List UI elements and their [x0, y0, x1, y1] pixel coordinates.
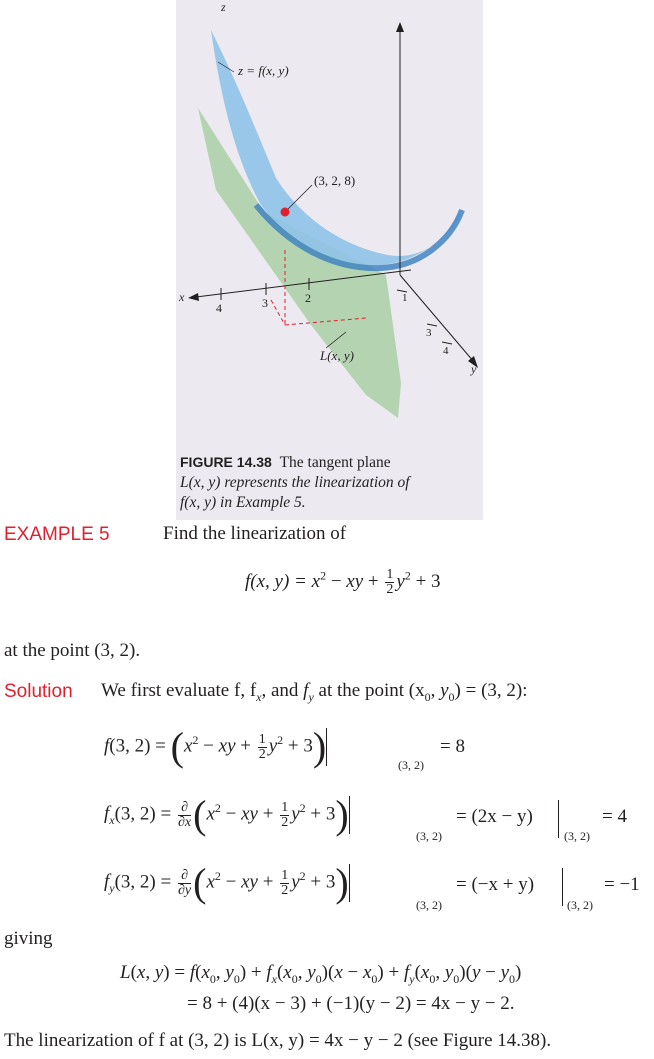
example-prompt: Find the linearization of — [163, 523, 347, 544]
eq-fx-eval: (3, 2) — [416, 829, 442, 843]
eq-fx-bar — [558, 800, 559, 838]
figure-graphic — [176, 0, 483, 520]
eq-fx-eval2: (3, 2) — [564, 829, 590, 843]
giving-text: giving — [4, 928, 53, 949]
figure-caption: FIGURE 14.38 The tangent plane L(x, y) represents the linearization of f(x, y) in Example 5. — [180, 454, 410, 511]
eq-f-eval: (3, 2) — [398, 758, 424, 772]
y-tick-label-4: 4 — [443, 345, 449, 357]
y-tick-label-1: 1 — [402, 292, 408, 304]
function-equation: f(x, $y) = x^2$ − xy + $\frac{1}{2}$ $y^2 + 3$ — [245, 567, 441, 597]
eq-fy-mid: = (−x + y) — [456, 874, 535, 895]
dashed-base-x — [271, 300, 285, 325]
y-axis — [400, 275, 474, 362]
plane-label: L(x, y) — [320, 348, 354, 363]
y-axis-label: y — [471, 362, 477, 376]
eq-fx: $f_x(3$, 2) = $\frac{\partial}{\partial x}$ ($x^2$ − xy + $\frac{1}{2}$ $y^2 + 3$) — [104, 792, 349, 837]
at-point-text: at the point (3, 2). — [4, 640, 141, 661]
figure-panel — [176, 0, 483, 520]
eq-fx-result: = 4 — [602, 806, 627, 827]
y-tick-3 — [427, 324, 437, 326]
z-axis-arrow — [396, 22, 404, 32]
eq-L-line1: L(x, $y) = f(x_0$, $y_0) + f_x(x_0$, $y_0)(x - x_0) + f_y(x_0$, $y_0)(y - y_0)$ — [120, 962, 522, 986]
y-tick-label-3: 3 — [426, 327, 432, 339]
eq-fy-eval2: (3, 2) — [567, 898, 593, 912]
x-axis-label: x — [179, 290, 185, 304]
solution-intro: We first evaluate f, $f_x$, and $f_y$ at the point ($x_0$, $y_0) = (3$, 2): — [101, 680, 528, 704]
x-tick-label-4: 4 — [216, 301, 222, 315]
conclusion-text: The linearization of f at (3, 2) is L(x, y) = 4x − y − 2 (see Figure 14.38). — [4, 1030, 552, 1051]
figure-number: FIGURE 14.38 — [180, 454, 272, 470]
example-label: EXAMPLE 5 — [4, 524, 110, 545]
y-tick-4 — [442, 342, 452, 344]
eq-fy: $f_y(3$, 2) = $\frac{\partial}{\partial y}$ ($x^2$ − xy + $\frac{1}{2}$ $y^2 + 3$) — [104, 860, 349, 905]
surface-label: z = f(x, y) — [238, 63, 289, 78]
x-axis-arrow — [188, 293, 199, 301]
point-label: (3, 2, 8) — [314, 173, 356, 188]
x-tick-label-3: 3 — [262, 296, 268, 310]
eq-L-line2: = 8 + (4)(x − 3) + (−1)(y − 2) = 4x − y − 2. — [187, 993, 515, 1014]
solution-label: Solution — [4, 681, 73, 702]
eq-fy-bar — [562, 868, 563, 906]
point-leader — [288, 185, 312, 209]
z-axis-label: z — [221, 0, 226, 14]
x-tick-label-2: 2 — [305, 291, 311, 305]
eq-fy-eval: (3, 2) — [416, 898, 442, 912]
eq-fy-result: = −1 — [604, 874, 640, 895]
eq-f-result: = 8 — [440, 736, 465, 757]
eq-f: f(3, $2) = (x^2$ − xy + $\frac{1}{2}$ $y^2 + 3$) — [104, 724, 327, 769]
eq-fx-mid: = (2x − y) — [456, 806, 533, 827]
